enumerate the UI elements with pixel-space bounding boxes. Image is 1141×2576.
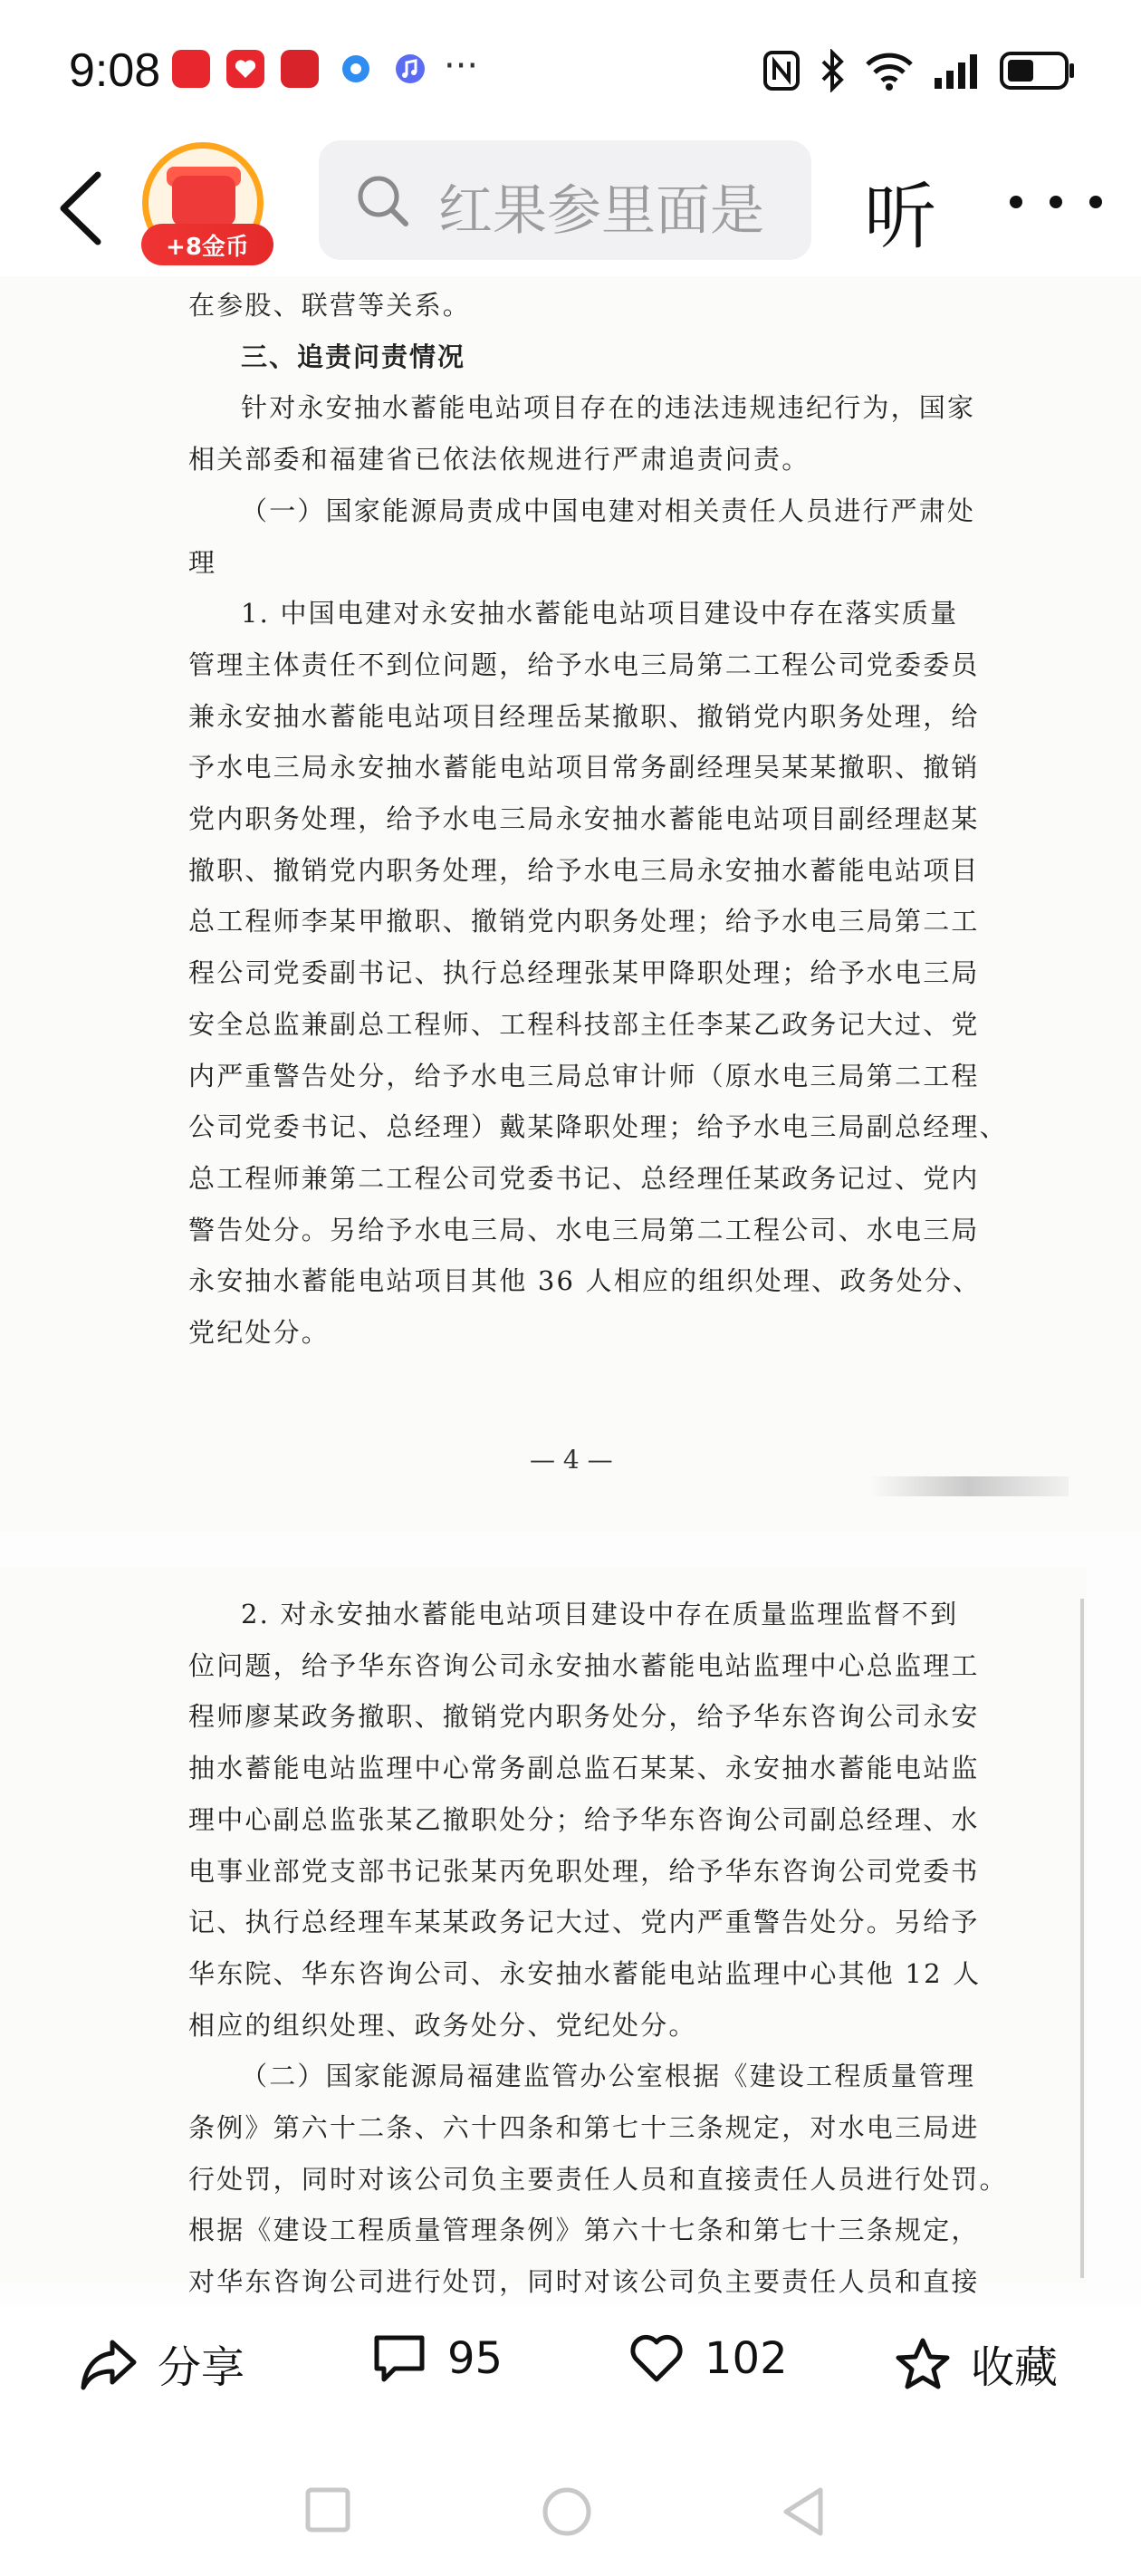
document-text-line: 华东院、华东咨询公司、永安抽水蓄能电站监理中心其他 12 人 bbox=[188, 1957, 982, 1989]
scan-smudge bbox=[869, 1476, 1069, 1496]
document-text-line: 相关部委和福建省已依法依规进行严肃追责问责。 bbox=[188, 444, 810, 476]
top-nav-bar bbox=[0, 140, 1141, 276]
back-triangle-icon[interactable] bbox=[781, 2486, 826, 2537]
document-text-line: 电事业部党支部书记张某丙免职处理，给予华东咨询公司党委书 bbox=[188, 1855, 980, 1887]
document-text-line: 位问题，给予华东咨询公司永安抽水蓄能电站监理中心总监理工 bbox=[188, 1649, 980, 1681]
heart-app-icon bbox=[226, 50, 264, 88]
star-icon bbox=[895, 2337, 951, 2391]
status-bar bbox=[0, 0, 1141, 136]
document-text-line: 相应的组织处理、政务处分、党纪处分。 bbox=[188, 2009, 697, 2041]
heart-icon bbox=[628, 2332, 685, 2385]
system-nav-bar bbox=[0, 2446, 1141, 2576]
page-number: — 4 — bbox=[530, 1445, 613, 1475]
comment-count: 95 bbox=[447, 2333, 503, 2384]
search-bar[interactable] bbox=[319, 140, 811, 260]
document-text-line: 根据《建设工程质量管理条例》第六十七条和第七十三条规定， bbox=[188, 2215, 980, 2246]
share-icon bbox=[80, 2337, 138, 2391]
share-label: 分享 bbox=[158, 2342, 245, 2393]
coin-badge: +8金币 bbox=[141, 224, 273, 265]
document-text-line: 管理主体责任不到位问题，给予水电三局第二工程公司党委委员 bbox=[188, 649, 980, 680]
search-placeholder: 红果参里面是 bbox=[438, 179, 764, 243]
scrollbar[interactable] bbox=[1080, 1599, 1084, 2278]
document-text-line: 安全总监兼副总工程师、工程科技部主任李某乙政务记大过、党 bbox=[188, 1008, 980, 1040]
listen-button[interactable]: 听 bbox=[864, 175, 936, 259]
document-text-line: 抽水蓄能电站监理中心常务副总监石某某、永安抽水蓄能电站监 bbox=[188, 1753, 980, 1784]
home-icon[interactable] bbox=[542, 2486, 592, 2537]
document-text-line: 撤职、撤销党内职务处理，给予水电三局永安抽水蓄能电站项目 bbox=[188, 854, 980, 886]
system-icons bbox=[762, 45, 1076, 96]
like-button[interactable] bbox=[628, 2332, 788, 2385]
wifi-icon bbox=[864, 50, 915, 91]
document-text-line: 予水电三局永安抽水蓄能电站项目常务副经理吴某某撤职、撤销 bbox=[188, 752, 980, 783]
document-text-line: 记、执行总经理车某某政务记大过、党内严重警告处分。另给予 bbox=[188, 1907, 980, 1938]
study-app-icon bbox=[281, 50, 319, 88]
coin-reward-widget[interactable] bbox=[138, 140, 273, 267]
browser-app-icon bbox=[337, 50, 375, 88]
collect-button[interactable] bbox=[895, 2332, 1058, 2395]
battery-icon bbox=[1000, 52, 1076, 90]
music-app-icon bbox=[391, 50, 429, 88]
document-text-line: 对华东咨询公司进行处罚，同时对该公司负主要责任人员和直接 bbox=[188, 2266, 980, 2298]
document-text-line: 条例》第六十二条、六十四条和第七十三条规定，对水电三局进 bbox=[188, 2112, 980, 2143]
securities-app-icon bbox=[172, 50, 210, 88]
comment-button[interactable] bbox=[371, 2332, 503, 2385]
document-text-line: 兼永安抽水蓄能电站项目经理岳某撤职、撤销党内职务处理，给 bbox=[188, 700, 980, 732]
document-text-line: 2. 对永安抽水蓄能电站项目建设中存在质量监理监督不到 bbox=[241, 1599, 959, 1629]
document-page bbox=[0, 276, 1141, 1531]
document-text-line: 警告处分。另给予水电三局、水电三局第二工程公司、水电三局 bbox=[188, 1214, 980, 1245]
like-count: 102 bbox=[705, 2333, 788, 2384]
more-notifications-icon: ··· bbox=[444, 45, 479, 87]
section-heading: 三、追责问责情况 bbox=[241, 341, 466, 372]
document-text-line: （二）国家能源局福建监管办公室根据《建设工程质量管理 bbox=[241, 2061, 976, 2092]
signal-icon bbox=[933, 53, 982, 89]
more-icon[interactable] bbox=[1005, 193, 1114, 211]
collect-label: 收藏 bbox=[971, 2342, 1059, 2393]
share-button[interactable] bbox=[80, 2332, 244, 2395]
back-arrow-icon[interactable] bbox=[51, 168, 114, 249]
bluetooth-icon bbox=[819, 49, 846, 92]
document-text-line: 党内职务处理，给予水电三局永安抽水蓄能电站项目副经理赵某 bbox=[188, 803, 980, 834]
document-text-line: 在参股、联营等关系。 bbox=[188, 290, 472, 321]
document-text-line: 公司党委书记、总经理）戴某降职处理；给予水电三局副总经理、 bbox=[188, 1111, 1008, 1143]
document-text-line: 党纪处分。 bbox=[188, 1317, 331, 1348]
document-image[interactable] bbox=[0, 276, 1141, 2305]
document-text-line: 程公司党委副书记、执行总经理张某甲降职处理；给予水电三局 bbox=[188, 957, 980, 989]
search-icon bbox=[355, 173, 411, 229]
document-text-line: 永安抽水蓄能电站项目其他 36 人相应的组织处理、政务处分、 bbox=[188, 1265, 982, 1297]
recent-apps-icon[interactable] bbox=[304, 2486, 351, 2533]
comment-icon bbox=[371, 2332, 427, 2385]
nfc-icon bbox=[762, 50, 801, 91]
status-time: 9:08 bbox=[69, 44, 161, 97]
document-text-line: 1. 中国电建对永安抽水蓄能电站项目建设中存在落实质量 bbox=[241, 598, 959, 630]
document-page bbox=[0, 1567, 1087, 2298]
document-text-line: （一）国家能源局责成中国电建对相关责任人员进行严肃处 bbox=[241, 495, 976, 526]
document-text-line: 针对永安抽水蓄能电站项目存在的违法违规违纪行为，国家 bbox=[241, 392, 976, 424]
document-text-line: 总工程师李某甲撤职、撤销党内职务处理；给予水电三局第二工 bbox=[188, 906, 980, 937]
document-text-line: 程师廖某政务撤职、撤销党内职务处分，给予华东咨询公司永安 bbox=[188, 1701, 980, 1733]
document-text-line: 总工程师兼第二工程公司党委书记、总经理任某政务记过、党内 bbox=[188, 1162, 980, 1194]
document-text-line: 内严重警告处分，给予水电三局总审计师（原水电三局第二工程 bbox=[188, 1060, 980, 1091]
document-text-line: 行处罚，同时对该公司负主要责任人员和直接责任人员进行处罚。 bbox=[188, 2163, 1008, 2195]
document-text-line: 理 bbox=[188, 546, 217, 578]
document-text-line: 理中心副总监张某乙撤职处分；给予华东咨询公司副总经理、水 bbox=[188, 1803, 980, 1835]
action-bar bbox=[0, 2305, 1141, 2414]
